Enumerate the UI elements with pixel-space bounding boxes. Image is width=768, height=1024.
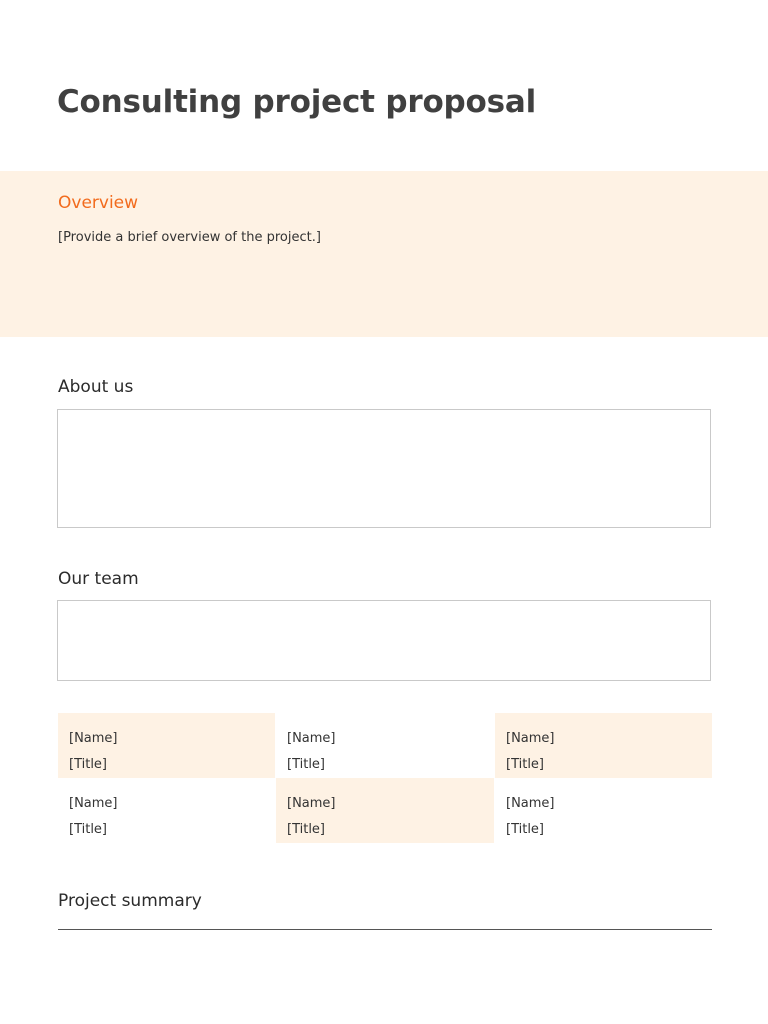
- team-member-title: [Title]: [287, 822, 326, 837]
- team-member-title: [Title]: [287, 757, 326, 772]
- team-members-grid: [58, 713, 712, 843]
- our-team-heading: Our team: [58, 569, 139, 589]
- page-title: Consulting project proposal: [57, 84, 537, 120]
- team-member-card[interactable]: [495, 713, 712, 778]
- project-summary-divider: [58, 929, 712, 930]
- team-member-card[interactable]: [495, 778, 712, 843]
- team-member-title: [Title]: [506, 757, 545, 772]
- team-member-name: [Name]: [506, 796, 555, 811]
- team-member-name: [Name]: [506, 731, 555, 746]
- team-member-name: [Name]: [287, 731, 336, 746]
- project-summary-heading: Project summary: [58, 891, 202, 911]
- team-member-title: [Title]: [69, 757, 108, 772]
- team-member-card[interactable]: [58, 713, 275, 778]
- overview-placeholder-text[interactable]: [Provide a brief overview of the project.]: [58, 230, 321, 245]
- team-member-card[interactable]: [58, 778, 275, 843]
- team-member-card[interactable]: [276, 778, 494, 843]
- team-member-name: [Name]: [69, 731, 118, 746]
- team-member-title: [Title]: [69, 822, 108, 837]
- about-us-heading: About us: [58, 377, 134, 397]
- team-member-name: [Name]: [287, 796, 336, 811]
- team-member-name: [Name]: [69, 796, 118, 811]
- team-member-card[interactable]: [276, 713, 494, 778]
- overview-section: [0, 171, 768, 337]
- team-member-title: [Title]: [506, 822, 545, 837]
- our-team-content-box[interactable]: [57, 600, 711, 681]
- overview-heading: Overview: [58, 193, 139, 213]
- about-us-content-box[interactable]: [57, 409, 711, 528]
